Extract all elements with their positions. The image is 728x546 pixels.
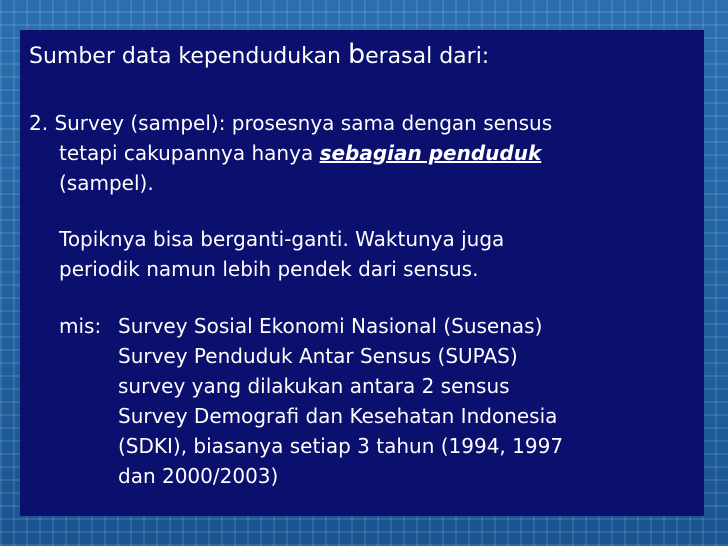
example-row [59,461,563,491]
topic-line-2: periodik namun lebih pendek dari sensus. [59,257,479,281]
survey-line-1: 2. Survey (sampel): prosesnya sama dengan sensus [29,111,553,135]
examples-list [59,311,563,491]
example-item: Survey Sosial Ekonomi Nasional (Susenas) [118,314,543,338]
example-row [59,431,563,461]
example-row [59,371,563,401]
example-item: (SDKI), biasanya setiap 3 tahun (1994, 1997 [118,434,564,458]
example-row [59,311,563,341]
example-item: survey yang dilakukan antara 2 sensus [118,374,510,398]
topic-paragraph [59,224,504,284]
example-row [59,341,563,371]
example-item: dan 2000/2003) [118,464,279,488]
heading-part1: Sumber data kependudukan [29,44,348,69]
heading-big-b: b [347,39,366,70]
examples-label: mis: [59,314,102,338]
survey-line-2-prefix: tetapi cakupannya hanya [59,141,320,165]
slide-heading [29,40,489,72]
survey-line-2 [29,138,552,168]
heading-part2: erasal dari: [365,44,490,69]
slide-panel [20,30,704,516]
example-item: Survey Demografi dan Kesehatan Indonesia [118,404,558,428]
emphasis-sebagian-penduduk: sebagian penduduk [319,141,542,165]
topic-line-1: Topiknya bisa berganti-ganti. Waktunya juga [59,227,505,251]
example-row [59,401,563,431]
example-item: Survey Penduduk Antar Sensus (SUPAS) [118,344,518,368]
survey-item [29,108,552,198]
survey-line-3: (sampel). [59,171,154,195]
